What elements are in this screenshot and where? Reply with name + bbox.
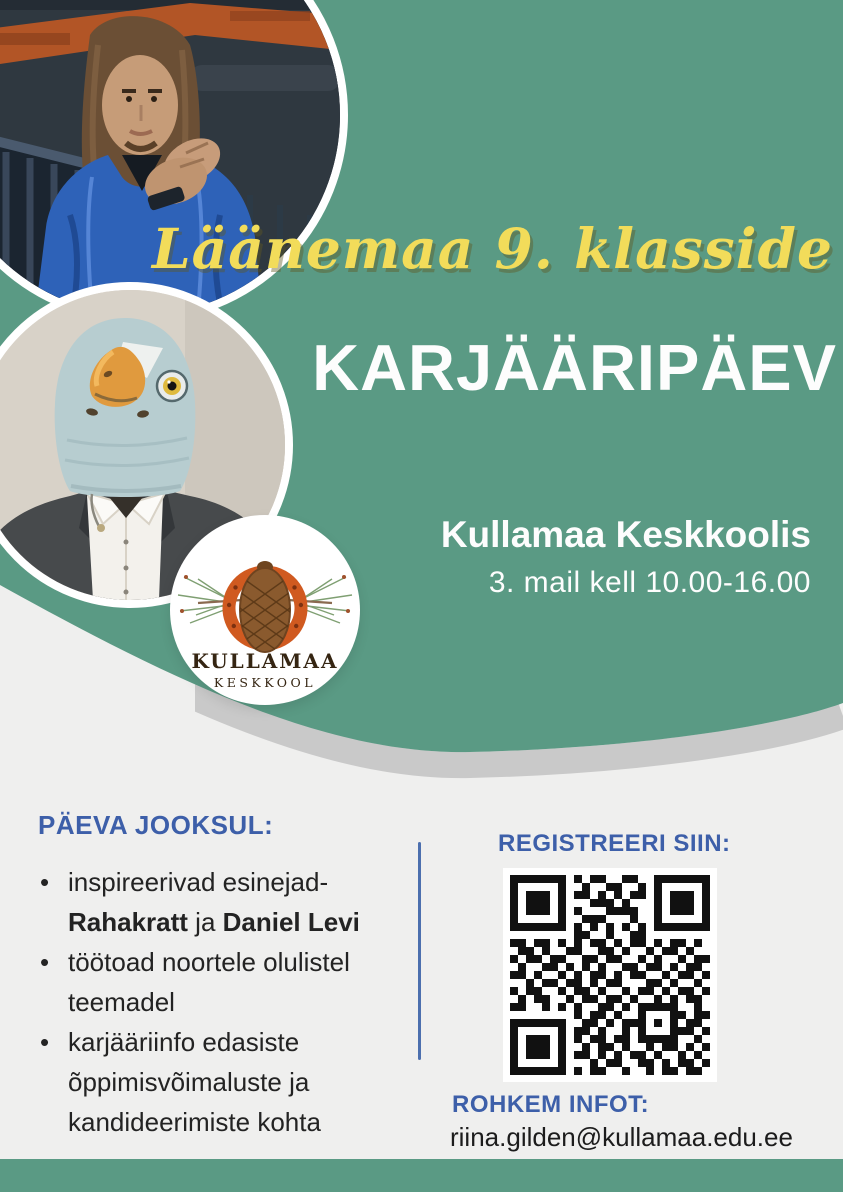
event-venue: Kullamaa Keskkoolis	[440, 514, 811, 555]
event-title: KARJÄÄRIPÄEV	[312, 331, 837, 404]
vertical-divider	[418, 842, 421, 1060]
schedule-list	[38, 862, 403, 1142]
schedule-item: • inspireerivad esinejad- Rahakratt ja Daniel Levi	[38, 862, 403, 942]
schedule-heading: PÄEVA JOOKSUL:	[38, 810, 274, 840]
event-datetime: 3. mail kell 10.00-16.00	[488, 566, 811, 599]
bullet-icon: •	[40, 867, 50, 897]
register-heading: REGISTREERI SIIN:	[498, 830, 731, 857]
schedule-item: • karjääriinfo edasiste õppimisvõimaluste ja kandideerimiste kohta	[38, 1022, 403, 1142]
bullet-icon: •	[40, 1027, 50, 1057]
logo-name: KULLAMAA	[191, 649, 339, 673]
contact-heading: ROHKEM INFOT:	[452, 1091, 650, 1118]
school-logo	[170, 515, 360, 705]
schedule-item: • töötoad noortele olulistel teemadel	[38, 942, 403, 1022]
bullet-icon: •	[40, 947, 50, 977]
contact-email: riina.gilden@kullamaa.edu.ee	[450, 1122, 793, 1152]
event-audience-script-line: Läänemaa 9. klasside	[151, 216, 833, 281]
school-logo-illustration	[170, 515, 360, 705]
logo-subname: KESKKOOL	[213, 675, 317, 690]
footer-bar	[0, 1159, 843, 1192]
qr-code	[503, 868, 717, 1082]
